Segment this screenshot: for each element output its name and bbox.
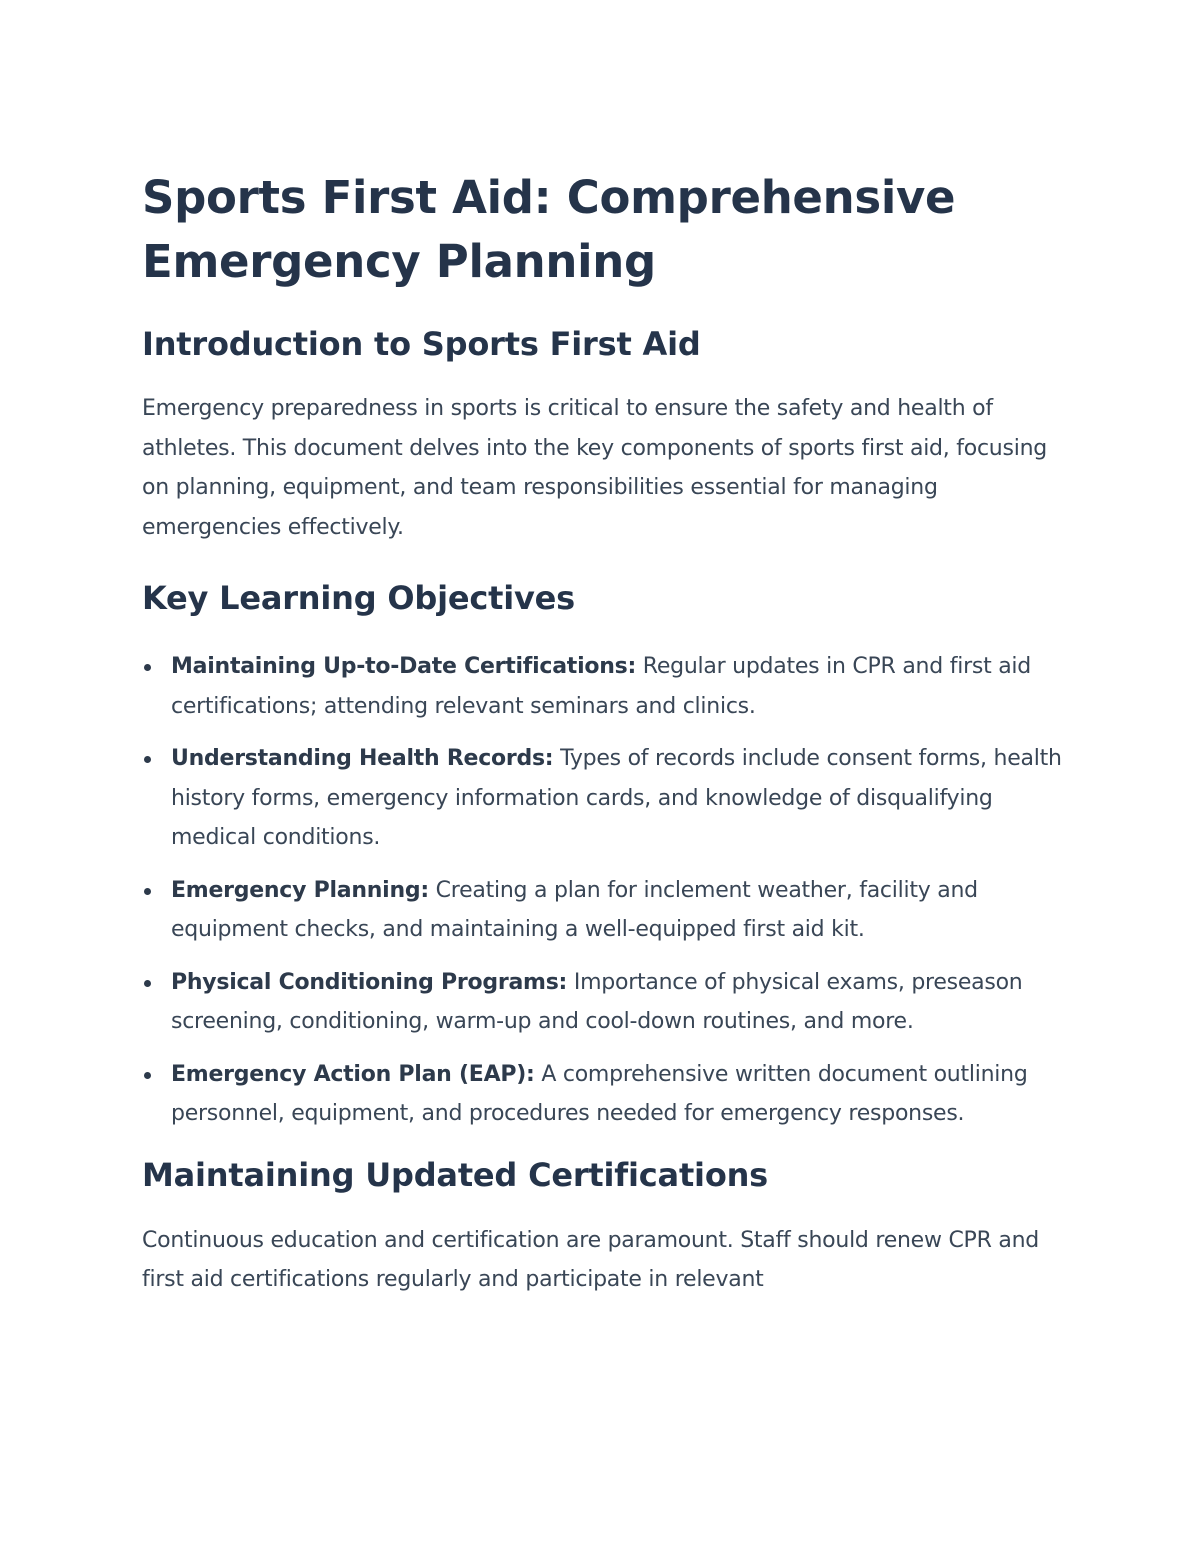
objectives-list bbox=[142, 647, 1062, 1134]
objective-text: A comprehensive written document outlining personnel, equipment, and procedures needed for emergency responses. bbox=[171, 1061, 1028, 1126]
list-item bbox=[142, 739, 1062, 858]
certifications-heading: Maintaining Updated Certifications bbox=[142, 1155, 769, 1194]
document-title: Sports First Aid: Comprehensive Emergency Planning bbox=[142, 171, 956, 288]
objective-term: Understanding Health Records: bbox=[171, 746, 554, 771]
list-item bbox=[142, 871, 1062, 950]
objective-term: Emergency Planning: bbox=[171, 877, 429, 903]
bullet-icon bbox=[144, 980, 151, 987]
list-item bbox=[142, 1055, 1062, 1134]
objective-text: Types of records include consent forms, health history forms, emergency information cards, and knowledge of disqualifying medical conditions. bbox=[171, 746, 1062, 850]
bullet-icon bbox=[144, 756, 151, 763]
objective-term: Emergency Action Plan (EAP): bbox=[171, 1061, 535, 1087]
bullet-icon bbox=[144, 664, 151, 671]
intro-paragraph: Emergency preparedness in sports is critical to ensure the safety and health of athletes. This document delves into the key components of sports first aid, focusing on planning, equipment, and team responsibilities essential for managing emergencies effectively. bbox=[142, 396, 1047, 540]
objective-text: Importance of physical exams, preseason screening, conditioning, warm-up and cool-down routines, and more. bbox=[171, 969, 1023, 1034]
objective-term: Physical Conditioning Programs: bbox=[171, 969, 568, 995]
objective-text: Regular updates in CPR and first aid certifications; attending relevant seminars and clinics. bbox=[171, 654, 1031, 719]
intro-heading: Introduction to Sports First Aid bbox=[142, 325, 701, 363]
list-item bbox=[142, 963, 1062, 1042]
bullet-icon bbox=[144, 888, 151, 895]
objective-term: Maintaining Up-to-Date Certifications: bbox=[171, 654, 637, 679]
objectives-heading: Key Learning Objectives bbox=[142, 579, 576, 617]
certifications-paragraph: Continuous education and certification are paramount. Staff should renew CPR and first aid certifications regularly and participate in relevant bbox=[142, 1227, 1039, 1292]
document-page bbox=[142, 166, 1062, 1300]
objective-text: Creating a plan for inclement weather, facility and equipment checks, and maintaining a well-equipped first aid kit. bbox=[171, 877, 978, 942]
bullet-icon bbox=[144, 1072, 151, 1079]
list-item bbox=[142, 647, 1062, 726]
